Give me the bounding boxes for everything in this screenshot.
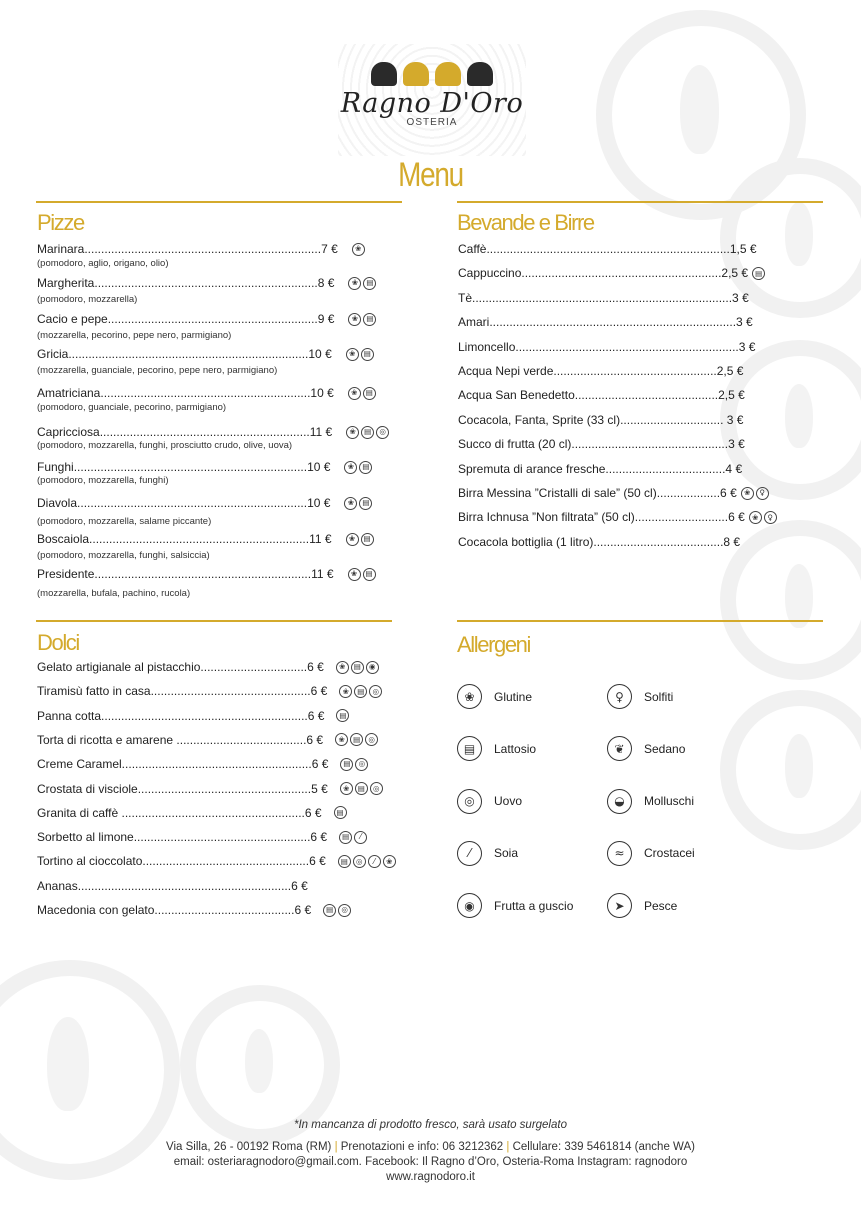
uovo-icon: ◎ bbox=[369, 685, 382, 698]
lattosio-icon: ▤ bbox=[752, 267, 765, 280]
allergen-label: Sedano bbox=[644, 741, 686, 756]
menu-item bbox=[37, 879, 308, 893]
menu-item bbox=[37, 757, 370, 771]
menu-item-label: Tortino al cioccolato..................................................6 € bbox=[37, 854, 326, 869]
menu-item bbox=[458, 291, 749, 305]
allergen-uovo bbox=[457, 789, 522, 814]
menu-item bbox=[37, 496, 374, 510]
allergen-frutta bbox=[457, 893, 573, 918]
menu-item bbox=[37, 709, 351, 723]
menu-item-label: Margherita...................................................................8 € bbox=[37, 276, 335, 290]
soia-icon: ⁄ bbox=[354, 831, 367, 844]
crostacei-icon: ≈ bbox=[607, 841, 632, 866]
menu-item-label: Succo di frutta (20 cl)...............................................3 € bbox=[458, 437, 745, 452]
lattosio-icon: ▤ bbox=[338, 855, 351, 868]
lattosio-icon: ▤ bbox=[363, 568, 376, 581]
uovo-icon: ◎ bbox=[457, 789, 482, 814]
menu-item-description: (pomodoro, mozzarella, funghi) bbox=[37, 475, 169, 486]
menu-item bbox=[37, 532, 376, 546]
menu-item bbox=[37, 425, 391, 439]
watermark-plate bbox=[720, 520, 861, 680]
lattosio-icon: ▤ bbox=[361, 348, 374, 361]
section-rule bbox=[457, 620, 823, 622]
glutine-icon: ❀ bbox=[749, 511, 762, 524]
plate-icon bbox=[467, 62, 493, 86]
menu-item-label: Tè..............................................................................3 € bbox=[458, 290, 749, 305]
allergen-solfiti bbox=[607, 684, 673, 709]
allergen-pesce bbox=[607, 893, 677, 918]
uovo-icon: ◎ bbox=[338, 904, 351, 917]
plate-icon bbox=[403, 62, 429, 86]
menu-item-label: Creme Caramel.........................................................6 € bbox=[37, 757, 329, 772]
menu-item bbox=[37, 386, 378, 400]
lattosio-icon: ▤ bbox=[334, 806, 347, 819]
lattosio-icon: ▤ bbox=[339, 831, 352, 844]
glutine-icon: ❀ bbox=[348, 313, 361, 326]
menu-item-label: Gelato artigianale al pistacchio................................6 € bbox=[37, 660, 324, 674]
menu-item bbox=[458, 462, 742, 476]
menu-item-label: Amatriciana...............................................................10 € bbox=[37, 386, 334, 400]
solfiti-icon: ♀ bbox=[756, 487, 769, 500]
allergen-glutine bbox=[457, 684, 532, 709]
lattosio-icon: ▤ bbox=[336, 709, 349, 722]
menu-item bbox=[37, 276, 378, 290]
menu-item-label: Amari..........................................................................3 € bbox=[458, 315, 753, 330]
menu-item-label: Cocacola, Fanta, Sprite (33 cl)............................... 3 € bbox=[458, 412, 744, 427]
menu-item-description: (pomodoro, aglio, origano, olio) bbox=[37, 258, 169, 269]
menu-item-label: Diavola.....................................................................10 € bbox=[37, 496, 331, 510]
menu-item-description: (pomodoro, guanciale, pecorino, parmigiano) bbox=[37, 402, 227, 413]
allergen-label: Molluschi bbox=[644, 794, 695, 809]
menu-item-label: Gricia........................................................................10 € bbox=[37, 347, 332, 361]
lattosio-icon: ▤ bbox=[361, 533, 374, 546]
menu-item bbox=[37, 854, 398, 868]
uovo-icon: ◎ bbox=[376, 426, 389, 439]
frutta-icon: ◉ bbox=[366, 661, 379, 674]
website-link[interactable]: www.ragnodoro.it bbox=[386, 1171, 475, 1183]
menu-item bbox=[37, 347, 376, 361]
uovo-icon: ◎ bbox=[370, 782, 383, 795]
logo-name: Ragno D'Oro bbox=[340, 88, 524, 119]
lattosio-icon: ▤ bbox=[354, 685, 367, 698]
address: Via Silla, 26 - 00192 Roma (RM) bbox=[166, 1141, 332, 1153]
menu-item-description: (pomodoro, mozzarella) bbox=[37, 294, 138, 305]
lattosio-icon: ▤ bbox=[363, 277, 376, 290]
menu-item-label: Cocacola bottiglia (1 litro).......................................8 € bbox=[458, 534, 741, 549]
lattosio-icon: ▤ bbox=[340, 758, 353, 771]
frozen-note: *In mancanza di prodotto fresco, sarà usato surgelato bbox=[294, 1119, 567, 1131]
allergen-label: Pesce bbox=[644, 898, 678, 913]
glutine-icon: ❀ bbox=[340, 782, 353, 795]
menu-item bbox=[458, 364, 743, 378]
menu-item-label: Marinara.......................................................................7 € bbox=[37, 242, 338, 256]
glutine-icon: ❀ bbox=[344, 461, 357, 474]
frutta-icon: ◉ bbox=[457, 893, 482, 918]
solfiti-icon: ♀ bbox=[607, 684, 632, 709]
plate-icon bbox=[435, 62, 461, 86]
menu-item bbox=[458, 340, 755, 354]
menu-item bbox=[37, 242, 367, 256]
glutine-icon: ❀ bbox=[348, 568, 361, 581]
allergen-label: Lattosio bbox=[494, 741, 537, 756]
allergen-label: Solfiti bbox=[644, 689, 674, 704]
menu-item-label: Granita di caffè .......................................................6 € bbox=[37, 805, 322, 820]
contact-line bbox=[0, 1141, 861, 1153]
menu-item bbox=[37, 567, 378, 581]
lattosio-icon: ▤ bbox=[355, 782, 368, 795]
allergen-label: Frutta a guscio bbox=[494, 898, 574, 913]
menu-item bbox=[37, 806, 349, 820]
menu-item bbox=[458, 510, 779, 524]
sedano-icon: ❦ bbox=[607, 736, 632, 761]
glutine-icon: ❀ bbox=[336, 661, 349, 674]
glutine-icon: ❀ bbox=[348, 387, 361, 400]
menu-item bbox=[458, 437, 745, 451]
menu-item bbox=[37, 903, 353, 917]
glutine-icon: ❀ bbox=[344, 497, 357, 510]
section-rule bbox=[457, 201, 823, 203]
menu-item bbox=[458, 486, 771, 500]
mobile-phone[interactable]: Cellulare: 339 5461814 (anche WA) bbox=[512, 1141, 695, 1153]
page-title: Menu bbox=[398, 156, 463, 194]
menu-item-label: Caffè.........................................................................1,5 € bbox=[458, 242, 757, 256]
lattosio-icon: ▤ bbox=[359, 497, 372, 510]
molluschi-icon: ◒ bbox=[607, 789, 632, 814]
menu-item bbox=[37, 660, 381, 674]
separator: | bbox=[506, 1141, 513, 1153]
menu-item-label: Cappuccino............................................................2,5 € bbox=[458, 266, 749, 281]
menu-item-label: Acqua Nepi verde.................................................2,5 € bbox=[458, 364, 744, 378]
allergen-label: Soia bbox=[494, 846, 519, 861]
glutine-icon: ❀ bbox=[383, 855, 396, 868]
glutine-icon: ❀ bbox=[346, 426, 359, 439]
menu-item-label: Torta di ricotta e amarene .......................................6 € bbox=[37, 732, 324, 747]
menu-item-label: Crostata di visciole....................................................5 € bbox=[37, 781, 328, 796]
menu-item-label: Ananas................................................................6 € bbox=[37, 878, 308, 893]
menu-item bbox=[458, 413, 743, 427]
glutine-icon: ❀ bbox=[741, 487, 754, 500]
allergen-soia bbox=[457, 841, 518, 866]
lattosio-icon: ▤ bbox=[323, 904, 336, 917]
logo-icons bbox=[338, 62, 526, 88]
menu-item-label: Tiramisù fatto in casa................................................6 € bbox=[37, 684, 328, 699]
allergen-lattosio bbox=[457, 736, 536, 761]
glutine-icon: ❀ bbox=[339, 685, 352, 698]
allergen-crostacei bbox=[607, 841, 695, 866]
uovo-icon: ◎ bbox=[353, 855, 366, 868]
menu-item bbox=[458, 266, 767, 280]
glutine-icon: ❀ bbox=[348, 277, 361, 290]
glutine-icon: ❀ bbox=[346, 348, 359, 361]
menu-item bbox=[458, 242, 757, 256]
menu-item-description: (pomodoro, mozzarella, funghi, prosciutto crudo, olive, uova) bbox=[37, 440, 293, 451]
menu-item-label: Panna cotta..............................................................6 € bbox=[37, 708, 325, 723]
section-rule bbox=[36, 620, 392, 622]
contacts-line[interactable]: email: osteriaragnodoro@gmail.com. Facebook: Il Ragno d’Oro, Osteria-Roma Instagram: ragnodoro bbox=[173, 1156, 688, 1168]
menu-item-description: (pomodoro, mozzarella, funghi, salsiccia) bbox=[37, 550, 210, 561]
menu-item bbox=[37, 782, 385, 796]
menu-item bbox=[37, 684, 384, 698]
section-heading-bevande: Bevande e Birre bbox=[457, 210, 594, 235]
uovo-icon: ◎ bbox=[365, 733, 378, 746]
lattosio-icon: ▤ bbox=[361, 426, 374, 439]
section-heading-dolci: Dolci bbox=[37, 630, 79, 655]
glutine-icon: ❀ bbox=[457, 684, 482, 709]
menu-item-description: (pomodoro, mozzarella, salame piccante) bbox=[37, 516, 212, 527]
glutine-icon: ❀ bbox=[352, 243, 365, 256]
soia-icon: ⁄ bbox=[368, 855, 381, 868]
menu-item bbox=[37, 460, 374, 474]
watermark-plate bbox=[720, 690, 861, 850]
restaurant-logo bbox=[338, 44, 526, 156]
menu-item-label: Birra Messina ”Cristalli di sale” (50 cl)...................6 € bbox=[458, 486, 737, 500]
menu-item bbox=[458, 535, 740, 549]
menu-item bbox=[458, 388, 745, 402]
menu-item bbox=[37, 312, 378, 326]
lattosio-icon: ▤ bbox=[363, 313, 376, 326]
lattosio-icon: ▤ bbox=[350, 733, 363, 746]
menu-item-label: Boscaiola..................................................................11 € bbox=[37, 532, 332, 546]
menu-item-label: Funghi......................................................................10 € bbox=[37, 460, 331, 474]
menu-item-label: Birra Ichnusa ”Non filtrata” (50 cl)............................6 € bbox=[458, 510, 745, 525]
plate-icon bbox=[371, 62, 397, 86]
menu-item-label: Limoncello...................................................................3 € bbox=[458, 339, 756, 354]
section-rule bbox=[36, 201, 402, 203]
pesce-icon: ➤ bbox=[607, 893, 632, 918]
lattosio-icon: ▤ bbox=[457, 736, 482, 761]
glutine-icon: ❀ bbox=[335, 733, 348, 746]
lattosio-icon: ▤ bbox=[351, 661, 364, 674]
lattosio-icon: ▤ bbox=[359, 461, 372, 474]
lattosio-icon: ▤ bbox=[363, 387, 376, 400]
menu-item bbox=[37, 830, 369, 844]
menu-item-label: Acqua San Benedetto...........................................2,5 € bbox=[458, 388, 745, 403]
menu-item-label: Sorbetto al limone.....................................................6 € bbox=[37, 830, 328, 845]
section-heading-allergeni: Allergeni bbox=[457, 632, 531, 657]
menu-item-label: Capricciosa...............................................................11 € bbox=[37, 425, 333, 439]
solfiti-icon: ♀ bbox=[764, 511, 777, 524]
menu-item-description: (mozzarella, bufala, pachino, rucola) bbox=[37, 588, 191, 599]
menu-item-label: Macedonia con gelato..........................................6 € bbox=[37, 903, 312, 917]
soia-icon: ⁄ bbox=[457, 841, 482, 866]
menu-item-description: (mozzarella, guanciale, pecorino, pepe nero, parmigiano) bbox=[37, 365, 278, 376]
menu-item-label: Presidente.................................................................11 € bbox=[37, 567, 334, 581]
menu-item-label: Spremuta di arance fresche....................................4 € bbox=[458, 461, 743, 476]
allergen-label: Uovo bbox=[494, 794, 523, 809]
allergen-label: Glutine bbox=[494, 689, 533, 704]
booking-phone[interactable]: Prenotazioni e info: 06 3212362 bbox=[340, 1141, 504, 1153]
allergen-molluschi bbox=[607, 789, 694, 814]
allergen-sedano bbox=[607, 736, 685, 761]
allergen-label: Crostacei bbox=[644, 846, 695, 861]
uovo-icon: ◎ bbox=[355, 758, 368, 771]
menu-item bbox=[37, 733, 380, 747]
glutine-icon: ❀ bbox=[346, 533, 359, 546]
section-heading-pizze: Pizze bbox=[37, 210, 84, 235]
logo-subtitle: OSTERIA bbox=[406, 117, 458, 128]
menu-item-label: Cacio e pepe...............................................................9 € bbox=[37, 312, 335, 326]
separator: | bbox=[334, 1141, 341, 1153]
menu-item bbox=[458, 315, 753, 329]
menu-item-description: (mozzarella, pecorino, pepe nero, parmigiano) bbox=[37, 330, 232, 341]
